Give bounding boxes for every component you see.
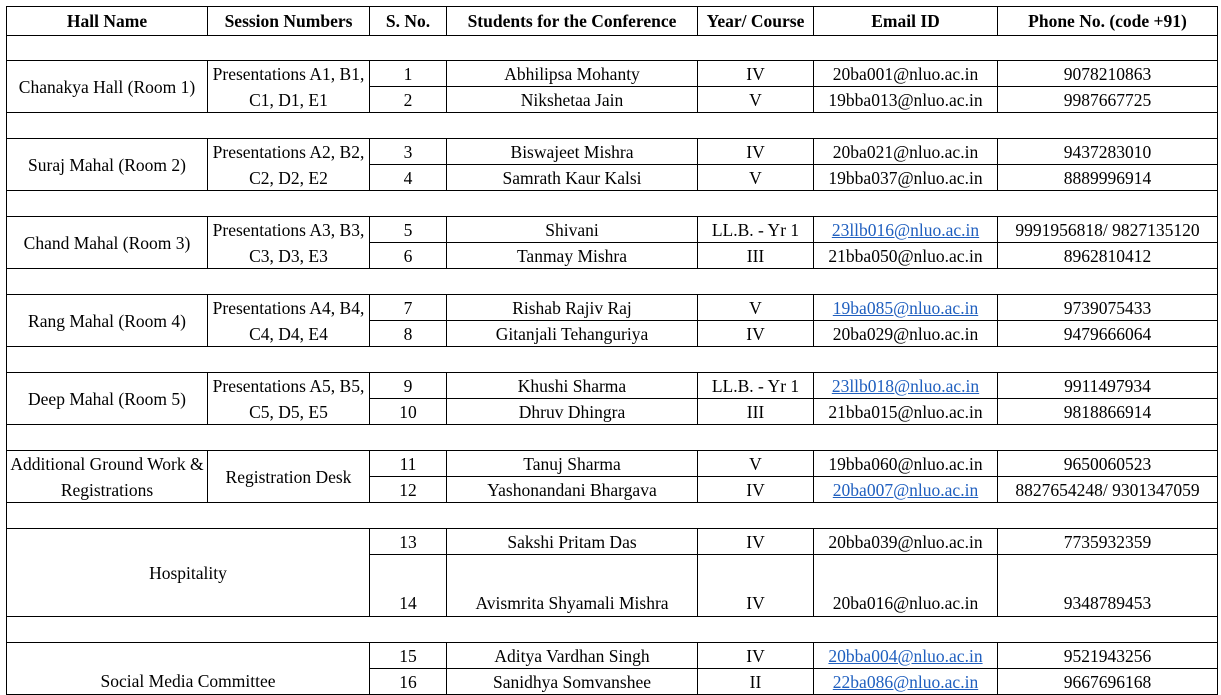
student-name — [447, 643, 697, 668]
phone-number — [998, 139, 1217, 164]
hall-name-text: Suraj Mahal (Room 2) — [28, 154, 186, 175]
year-course — [698, 243, 813, 268]
phone-number-text: 9739075433 — [1063, 297, 1152, 318]
phone-number-text: 9479666064 — [1063, 323, 1152, 344]
email-link-text[interactable]: 23llb016@nluo.ac.in — [831, 219, 980, 240]
year-course — [698, 295, 813, 320]
grid-line — [1217, 528, 1218, 617]
year-course-text: IV — [746, 531, 765, 552]
year-course — [698, 399, 813, 424]
session-numbers-text: Registration Desk — [225, 466, 352, 487]
year-course — [698, 61, 813, 86]
email-link — [814, 399, 997, 424]
session-numbers — [208, 295, 369, 346]
student-name-text: Aditya Vardhan Singh — [494, 645, 650, 666]
year-course-text: LL.B. - Yr 1 — [711, 219, 800, 240]
hall-name-text: Chand Mahal (Room 3) — [23, 232, 191, 253]
email-link-text: 21bba015@nluo.ac.in — [828, 401, 983, 422]
student-name-text: Samrath Kaur Kalsi — [502, 167, 642, 188]
email-link — [814, 165, 997, 190]
serial-number-text: 14 — [399, 593, 417, 613]
serial-number — [370, 529, 446, 554]
student-name — [447, 477, 697, 502]
grid-line — [1217, 424, 1218, 451]
serial-number — [370, 555, 446, 616]
email-link — [814, 139, 997, 164]
hall-name-text: Social Media Committee — [100, 671, 276, 691]
hall-name — [7, 529, 369, 616]
header-students-text: Students for the Conference — [467, 11, 677, 31]
session-numbers — [208, 61, 369, 112]
email-link-text: 20ba001@nluo.ac.in — [832, 63, 979, 84]
phone-number — [998, 373, 1217, 398]
student-name — [447, 61, 697, 86]
student-name-text: Shivani — [545, 219, 599, 240]
serial-number-text: 15 — [399, 645, 417, 666]
year-course-text: V — [749, 89, 762, 110]
phone-number — [998, 451, 1217, 476]
year-course-text: IV — [746, 141, 765, 162]
student-name — [447, 165, 697, 190]
grid-line — [1217, 616, 1218, 643]
grid-line — [6, 616, 1218, 617]
header-serial-number — [370, 7, 446, 35]
email-link-text: 19bba013@nluo.ac.in — [828, 89, 983, 110]
year-course — [698, 555, 813, 616]
year-course — [698, 139, 813, 164]
year-course-text: IV — [746, 63, 765, 84]
phone-number-text: 9650060523 — [1063, 453, 1152, 474]
phone-number-text: 7735932359 — [1063, 531, 1152, 552]
serial-number-text: 5 — [403, 219, 413, 240]
session-numbers — [208, 373, 369, 424]
student-name-text: Tanmay Mishra — [516, 245, 628, 266]
email-link-text: 19bba060@nluo.ac.in — [828, 453, 983, 474]
session-numbers-text: Presentations A2, B2, C2, D2, E2 — [212, 141, 365, 188]
hall-name-text: Hospitality — [149, 562, 227, 583]
header-phone — [998, 7, 1217, 35]
phone-number-text: 9437283010 — [1063, 141, 1152, 162]
grid-line — [1217, 190, 1218, 217]
year-course — [698, 373, 813, 398]
grid-line — [6, 35, 7, 61]
phone-number — [998, 669, 1217, 694]
hall-name — [7, 61, 207, 112]
serial-number-text: 13 — [399, 531, 417, 552]
email-link-text: 21bba050@nluo.ac.in — [828, 245, 983, 266]
hall-name-text: Rang Mahal (Room 4) — [28, 310, 186, 331]
hall-name — [7, 139, 207, 190]
student-name — [447, 87, 697, 112]
email-link-text[interactable]: 20ba007@nluo.ac.in — [832, 479, 979, 500]
email-link — [814, 243, 997, 268]
phone-number-text: 9348789453 — [1063, 593, 1152, 613]
student-name — [447, 451, 697, 476]
header-year-course-text: Year/ Course — [706, 11, 805, 31]
student-name — [447, 555, 697, 616]
header-hall-name-text: Hall Name — [66, 11, 148, 31]
session-numbers-text: Presentations A3, B3, C3, D3, E3 — [212, 219, 365, 266]
serial-number — [370, 217, 446, 242]
hall-name — [7, 451, 207, 502]
serial-number — [370, 321, 446, 346]
email-link[interactable] — [814, 477, 997, 502]
phone-number — [998, 399, 1217, 424]
serial-number-text: 7 — [403, 297, 413, 318]
serial-number — [370, 295, 446, 320]
header-session-numbers-text: Session Numbers — [224, 11, 353, 31]
session-numbers — [208, 217, 369, 268]
phone-number-text: 9667696168 — [1063, 671, 1152, 692]
email-link — [814, 451, 997, 476]
serial-number — [370, 477, 446, 502]
header-hall-name — [7, 7, 207, 35]
phone-number-text: 9521943256 — [1063, 645, 1152, 666]
year-course — [698, 451, 813, 476]
serial-number-text: 4 — [403, 167, 413, 188]
phone-number — [998, 87, 1217, 112]
year-course-text: II — [749, 671, 762, 692]
year-course-text: IV — [746, 323, 765, 344]
serial-number — [370, 87, 446, 112]
grid-line — [1217, 6, 1218, 36]
student-name — [447, 321, 697, 346]
serial-number-text: 2 — [403, 89, 413, 110]
grid-line — [1217, 346, 1218, 373]
serial-number — [370, 399, 446, 424]
session-numbers-text: Presentations A4, B4, C4, D4, E4 — [212, 297, 365, 344]
email-link-text[interactable]: 20bba004@nluo.ac.in — [828, 645, 983, 666]
serial-number — [370, 139, 446, 164]
student-name-text: Tanuj Sharma — [523, 453, 621, 474]
student-name-text: Gitanjali Tehanguriya — [495, 323, 649, 344]
email-link[interactable] — [814, 217, 997, 242]
student-name — [447, 399, 697, 424]
header-year-course — [698, 7, 813, 35]
year-course — [698, 165, 813, 190]
phone-number — [998, 295, 1217, 320]
phone-number — [998, 643, 1217, 668]
header-email-text: Email ID — [871, 11, 940, 31]
phone-number — [998, 477, 1217, 502]
year-course — [698, 643, 813, 668]
student-name-text: Khushi Sharma — [517, 375, 627, 396]
serial-number-text: 8 — [403, 323, 413, 344]
year-course-text: LL.B. - Yr 1 — [711, 375, 800, 396]
student-name-text: Nikshetaa Jain — [520, 89, 624, 110]
email-link — [814, 61, 997, 86]
serial-number-text: 16 — [399, 671, 417, 692]
serial-number — [370, 373, 446, 398]
phone-number-text: 9818866914 — [1063, 401, 1152, 422]
student-name — [447, 373, 697, 398]
year-course-text: IV — [746, 479, 765, 500]
grid-line — [6, 35, 1218, 36]
email-link[interactable] — [814, 295, 997, 320]
phone-number-text: 8889996914 — [1063, 167, 1152, 188]
serial-number-text: 1 — [403, 63, 413, 84]
grid-line — [1217, 35, 1218, 61]
student-name-text: Sakshi Pritam Das — [507, 531, 637, 552]
serial-number — [370, 243, 446, 268]
email-link-text: 20ba021@nluo.ac.in — [832, 141, 979, 162]
serial-number-text: 12 — [399, 479, 417, 500]
phone-number — [998, 321, 1217, 346]
year-course-text: V — [749, 167, 762, 188]
serial-number — [370, 669, 446, 694]
grid-line — [6, 424, 7, 451]
phone-number-text: 9987667725 — [1063, 89, 1152, 110]
student-name — [447, 139, 697, 164]
hall-name-text: Additional Ground Work & Registrations — [10, 453, 204, 500]
serial-number-text: 6 — [403, 245, 413, 266]
email-link[interactable] — [814, 373, 997, 398]
grid-line — [6, 112, 7, 139]
hall-name-text: Chanakya Hall (Room 1) — [18, 76, 196, 97]
hall-name — [7, 295, 207, 346]
header-session-numbers — [208, 7, 369, 35]
grid-line — [6, 616, 7, 643]
phone-number — [998, 165, 1217, 190]
session-numbers — [208, 139, 369, 190]
grid-line — [6, 190, 7, 217]
student-name — [447, 217, 697, 242]
serial-number-text: 10 — [399, 401, 417, 422]
student-name — [447, 529, 697, 554]
email-link — [814, 555, 997, 616]
year-course — [698, 217, 813, 242]
phone-number — [998, 243, 1217, 268]
phone-number — [998, 217, 1217, 242]
student-name-text: Biswajeet Mishra — [510, 141, 634, 162]
email-link — [814, 321, 997, 346]
session-numbers-text: Presentations A1, B1, C1, D1, E1 — [212, 63, 365, 110]
student-name-text: Avismrita Shyamali Mishra — [475, 593, 669, 613]
email-link — [814, 87, 997, 112]
email-link-text: 20bba039@nluo.ac.in — [828, 531, 983, 552]
phone-number — [998, 529, 1217, 554]
year-course-text: V — [749, 453, 762, 474]
student-name-text: Yashonandani Bhargava — [487, 479, 657, 500]
grid-line — [6, 268, 7, 295]
serial-number — [370, 451, 446, 476]
header-students — [447, 7, 697, 35]
hall-name — [7, 643, 369, 694]
hall-name-text: Deep Mahal (Room 5) — [28, 388, 186, 409]
session-numbers-text: Presentations A5, B5, C5, D5, E5 — [212, 375, 365, 422]
year-course — [698, 321, 813, 346]
email-link-text: 20ba029@nluo.ac.in — [832, 323, 979, 344]
header-email — [814, 7, 997, 35]
email-link-text[interactable]: 19ba085@nluo.ac.in — [832, 297, 979, 318]
serial-number — [370, 643, 446, 668]
year-course — [698, 669, 813, 694]
year-course — [698, 529, 813, 554]
student-name-text: Abhilipsa Mohanty — [504, 63, 640, 84]
phone-number-text: 8827654248/ 9301347059 — [1015, 479, 1200, 500]
year-course-text: V — [749, 297, 762, 318]
grid-line — [6, 502, 7, 529]
phone-number-text: 9991956818/ 9827135120 — [1015, 219, 1200, 240]
email-link[interactable] — [814, 643, 997, 668]
serial-number — [370, 61, 446, 86]
student-name — [447, 243, 697, 268]
session-numbers — [208, 451, 369, 502]
serial-number-text: 3 — [403, 141, 413, 162]
hall-name — [7, 217, 207, 268]
year-course — [698, 87, 813, 112]
year-course-text: IV — [746, 645, 765, 666]
phone-number-text: 8962810412 — [1063, 245, 1152, 266]
phone-number-text: 9911497934 — [1064, 375, 1151, 396]
serial-number-text: 9 — [403, 375, 413, 396]
email-link-text: 20ba016@nluo.ac.in — [832, 593, 979, 613]
email-link[interactable] — [814, 669, 997, 694]
student-name-text: Dhruv Dhingra — [518, 401, 626, 422]
year-course-text: III — [746, 245, 765, 266]
grid-line — [1217, 502, 1218, 529]
student-name — [447, 295, 697, 320]
serial-number-text: 11 — [399, 453, 417, 474]
grid-line — [1217, 112, 1218, 139]
phone-number — [998, 61, 1217, 86]
student-name-text: Sanidhya Somvanshee — [493, 671, 651, 692]
phone-number — [998, 555, 1217, 616]
phone-number-text: 9078210863 — [1063, 63, 1152, 84]
email-link-text[interactable]: 22ba086@nluo.ac.in — [832, 671, 979, 692]
student-name-text: Rishab Rajiv Raj — [512, 297, 632, 318]
grid-line — [1217, 268, 1218, 295]
header-serial-number-text: S. No. — [385, 11, 431, 31]
year-course-text: III — [746, 401, 765, 422]
hall-name — [7, 373, 207, 424]
email-link — [814, 529, 997, 554]
email-link-text[interactable]: 23llb018@nluo.ac.in — [831, 375, 980, 396]
email-link-text: 19bba037@nluo.ac.in — [828, 167, 983, 188]
year-course-text: IV — [746, 593, 765, 613]
year-course — [698, 477, 813, 502]
serial-number — [370, 165, 446, 190]
header-phone-text: Phone No. (code +91) — [1028, 11, 1187, 31]
student-name — [447, 669, 697, 694]
grid-line — [6, 346, 7, 373]
